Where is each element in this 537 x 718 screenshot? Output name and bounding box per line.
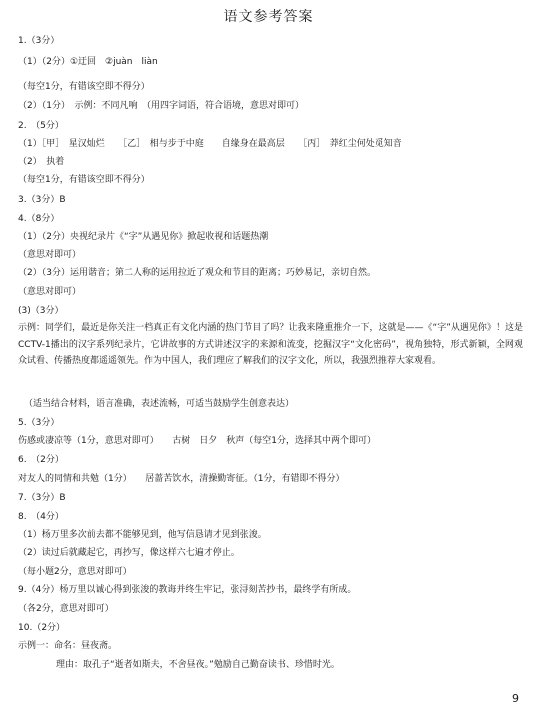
scoring-note: （每空1分，有错该空即不得分） — [18, 82, 150, 92]
question-3-answer: 3.（3分）B — [18, 195, 66, 205]
question-6-heading: 6. （2分） — [18, 455, 64, 465]
answer-line: (3)（3分） — [18, 306, 64, 316]
answer-line: （1）［甲］ 星汉灿烂 ［乙］ 相与步于中庭 自缘身在最高层 ［丙］ 莽红尘何处觅知音 — [18, 139, 402, 149]
question-7-answer: 7.（3分）B — [18, 493, 66, 503]
answer-line: 理由：取孔子“逝者如斯夫，不舍昼夜。”勉励自己勤奋读书、珍惜时光。 — [56, 660, 340, 670]
scoring-note: （意思对即可） — [18, 287, 82, 297]
scoring-note: （意思对即可） — [18, 250, 82, 260]
answer-line: （2）（1分） 示例：不同凡响 （用四字词语，符合语境，意思对即可） — [18, 101, 304, 111]
question-8-heading: 8. （4分） — [18, 512, 64, 522]
answer-line: （1）（2分）央视纪录片《“字”从遇见你》掀起收视和话题热潮 — [18, 232, 269, 242]
scoring-note: （每空1分，有错该空即不得分） — [18, 175, 150, 185]
question-1-heading: 1.（3分） — [18, 36, 60, 46]
question-5-heading: 5.（3分） — [18, 418, 60, 428]
question-9-answer: 9.（4分）杨万里以诚心得到张浚的教诲并终生牢记，张浔刻苦抄书，最终学有所成。 — [18, 585, 357, 595]
answer-line: （2） 执着 — [18, 157, 65, 167]
question-4-heading: 4.（8分） — [18, 214, 60, 224]
page-number: 9 — [512, 692, 519, 705]
page-title: 语文参考答案 — [223, 9, 314, 25]
answer-line: 示例一：命名：昼夜斋。 — [18, 641, 118, 651]
scoring-note: （各2分，意思对即可） — [18, 604, 114, 614]
answer-line: 对友人的同情和共勉（1分） 居蔷苦饮水，清操勤寄征。（1分，有错即不得分） — [18, 474, 345, 484]
answer-line: （1）（2分）①迂回 ②juàn liàn — [18, 57, 158, 67]
question-2-heading: 2. （5分） — [18, 121, 64, 131]
answer-line: （2）读过后就藏起它，再抄写，像这样六七遍才停止。 — [18, 548, 240, 558]
question-10-heading: 10.（2分） — [18, 623, 66, 633]
example-paragraph: 示例：同学们，最近是你关注一档真正有文化内涵的热门节目了吗？让我来隆重推介一下，这就是——《“字”从遇见你》！这是CCTV-1播出的汉字系列纪录片，它讲故事的方式讲述汉字的来源和流变，挖掘汉字“文化密码”，视角独特，形式新颖，全网观众试看、传播热度都遥遥领先。作为中国人，我们理应了解我们的汉字文化，所以，我强烈推荐大家观看。 — [18, 323, 523, 366]
answer-line: （2）（3分）运用谐音；第二人称的运用拉近了观众和节目的距离；巧妙易记，亲切自然。 — [18, 268, 376, 278]
scoring-note: （每小题2分，意思对即可） — [18, 567, 132, 577]
scoring-note: （适当结合材料，语言准确，表述流畅，可适当鼓励学生创意表达） — [24, 399, 295, 409]
answer-line: （1）杨万里多次前去都不能够见到，他写信恳请才见到张浚。 — [18, 530, 267, 540]
answer-line: 伤感或凄凉等（1分，意思对即可） 古树 日夕 秋声（每空1分，选择其中两个即可） — [18, 436, 376, 446]
